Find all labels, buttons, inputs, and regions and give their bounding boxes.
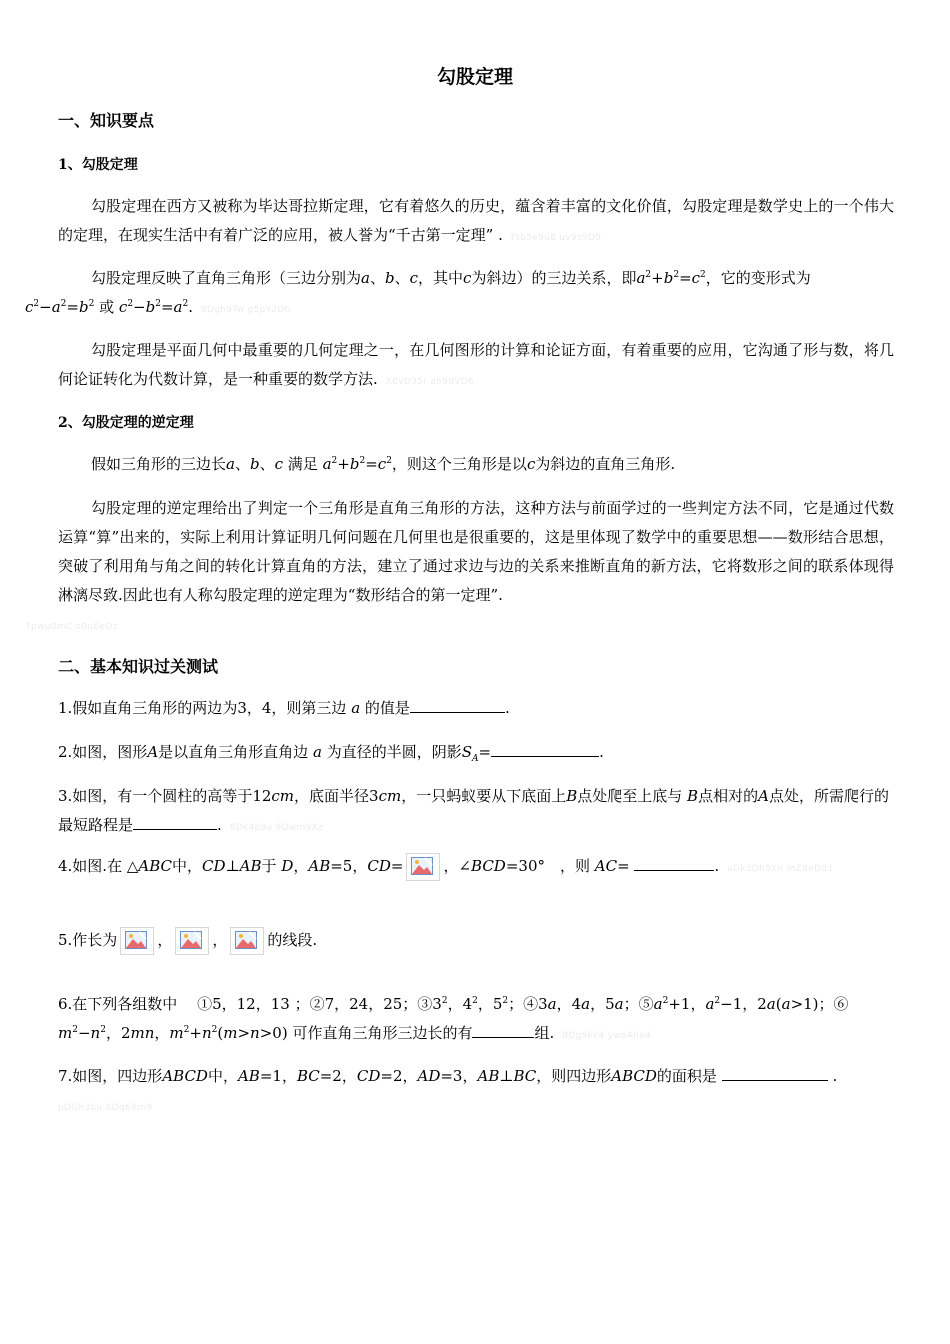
question-4: 4.如图.在 △ABC中，CD⊥AB于 D，AB=5，CD= ，∠BCD=30° ，则 AC= . aDk3Dh9Xn mZ8eDd1 — [58, 852, 898, 884]
paragraph-relationship: 勾股定理反映了直角三角形（三边分别为a、b、c，其中c为斜边）的三边关系，即$a^2+b^2=c^2$，它的变形式为 $c^2-a^2=b^2$ 或 $c^2-b^2=a^2$. 9Dgh9Tw g5pY2Dh — [25, 269, 811, 316]
answer-blank[interactable] — [634, 856, 714, 871]
answer-blank[interactable] — [133, 815, 217, 830]
answer-blank[interactable] — [491, 742, 599, 757]
answer-blank[interactable] — [722, 1066, 828, 1081]
subheading-converse-theorem: 2、勾股定理的逆定理 — [58, 415, 194, 431]
question-6: 6.在下列各组数中 ①5，12，13 ；②7，24，25；$③3^2$，$4^2$，$5^2$；④3a，4a，5a；$⑤a^2+1$，$a^2-1$，2a(a>1)；⑥ $m^2-n^2$，2mn，$m^2+n^2(m>n>0)$ 可作直角三角形三边长的有 组. 8Dg9kk4 ywoAhe4 — [58, 995, 849, 1042]
paragraph-converse-explanation: 勾股定理的逆定理给出了判定一个三角形是直角三角形的方法，这种方法与前面学过的一些判定方法不同，它是通过代数运算“算”出来的，实际上利用计算证明几何问题在几何里也是很重要的，这是里体现了数学中的重要思想——数形结合思想，突破了利用角与角之间的转化计算直角的方法，建立了通过求边与边的关系来推断直角的新方法，它将数形之间的联系体现得淋漓尽致.因此也有人称勾股定理的逆定理为“数形结合的第一定理”. 7pwu0mC o0u6eOz — [25, 499, 894, 632]
answer-blank[interactable] — [410, 698, 505, 713]
question-3: 3.如图，有一个圆柱的高等于12cm，底面半径3cm，一只蚂蚁要从下底面上B点处爬至上底与 B点相对的A点处，所需爬行的最短路程是 . 8Dk4b9a 9Dwm9Xz — [58, 787, 889, 834]
broken-image-icon — [406, 853, 440, 881]
broken-image-icon — [230, 927, 264, 955]
paragraph-importance: 勾股定理是平面几何中最重要的几何定理之一，在几何图形的计算和论证方面，有着重要的应用，它沟通了形与数，将几何论证转化为代数计算，是一种重要的数学方法. X8vD35r ab9dVD6 — [58, 341, 894, 388]
section-heading-test: 二、基本知识过关测试 — [58, 657, 219, 676]
page-title: 勾股定理 — [436, 66, 513, 88]
question-5: 5.作长为 ， ， 的线段. — [58, 926, 898, 955]
answer-blank[interactable] — [472, 1023, 534, 1038]
broken-image-icon — [120, 927, 154, 955]
paragraph-intro: 勾股定理在西方又被称为毕达哥拉斯定理，它有着悠久的历史，蕴含着丰富的文化价值，勾股定理是数学史上的一个伟大的定理，在现实生活中有着广泛的应用，被人誉为“千古第一定理” . Ftb3e9u8 uv9s9D9 — [58, 197, 894, 244]
question-2: 2.如图，图形A是以直角三角形直角边 a 为直径的半圆，阴影$S_A=$ . — [58, 743, 604, 764]
broken-image-icon — [175, 927, 209, 955]
section-heading-knowledge: 一、知识要点 — [58, 111, 155, 130]
paragraph-converse-statement: 假如三角形的三边长a、b、c 满足 $a^2+b^2=c^2$，则这个三角形是以c为斜边的直角三角形. — [91, 455, 676, 473]
subheading-pythagorean-theorem: 1、勾股定理 — [58, 157, 138, 173]
question-7: 7.如图，四边形ABCD中，AB=1，BC=2，CD=2，AD=3，AB⊥BC，则四边形ABCD的面积是 . pDGh3bu 8Dq6Xm9 — [58, 1067, 838, 1113]
question-1: 1.假如直角三角形的两边为3，4，则第三边 a 的值是 . — [58, 699, 510, 717]
